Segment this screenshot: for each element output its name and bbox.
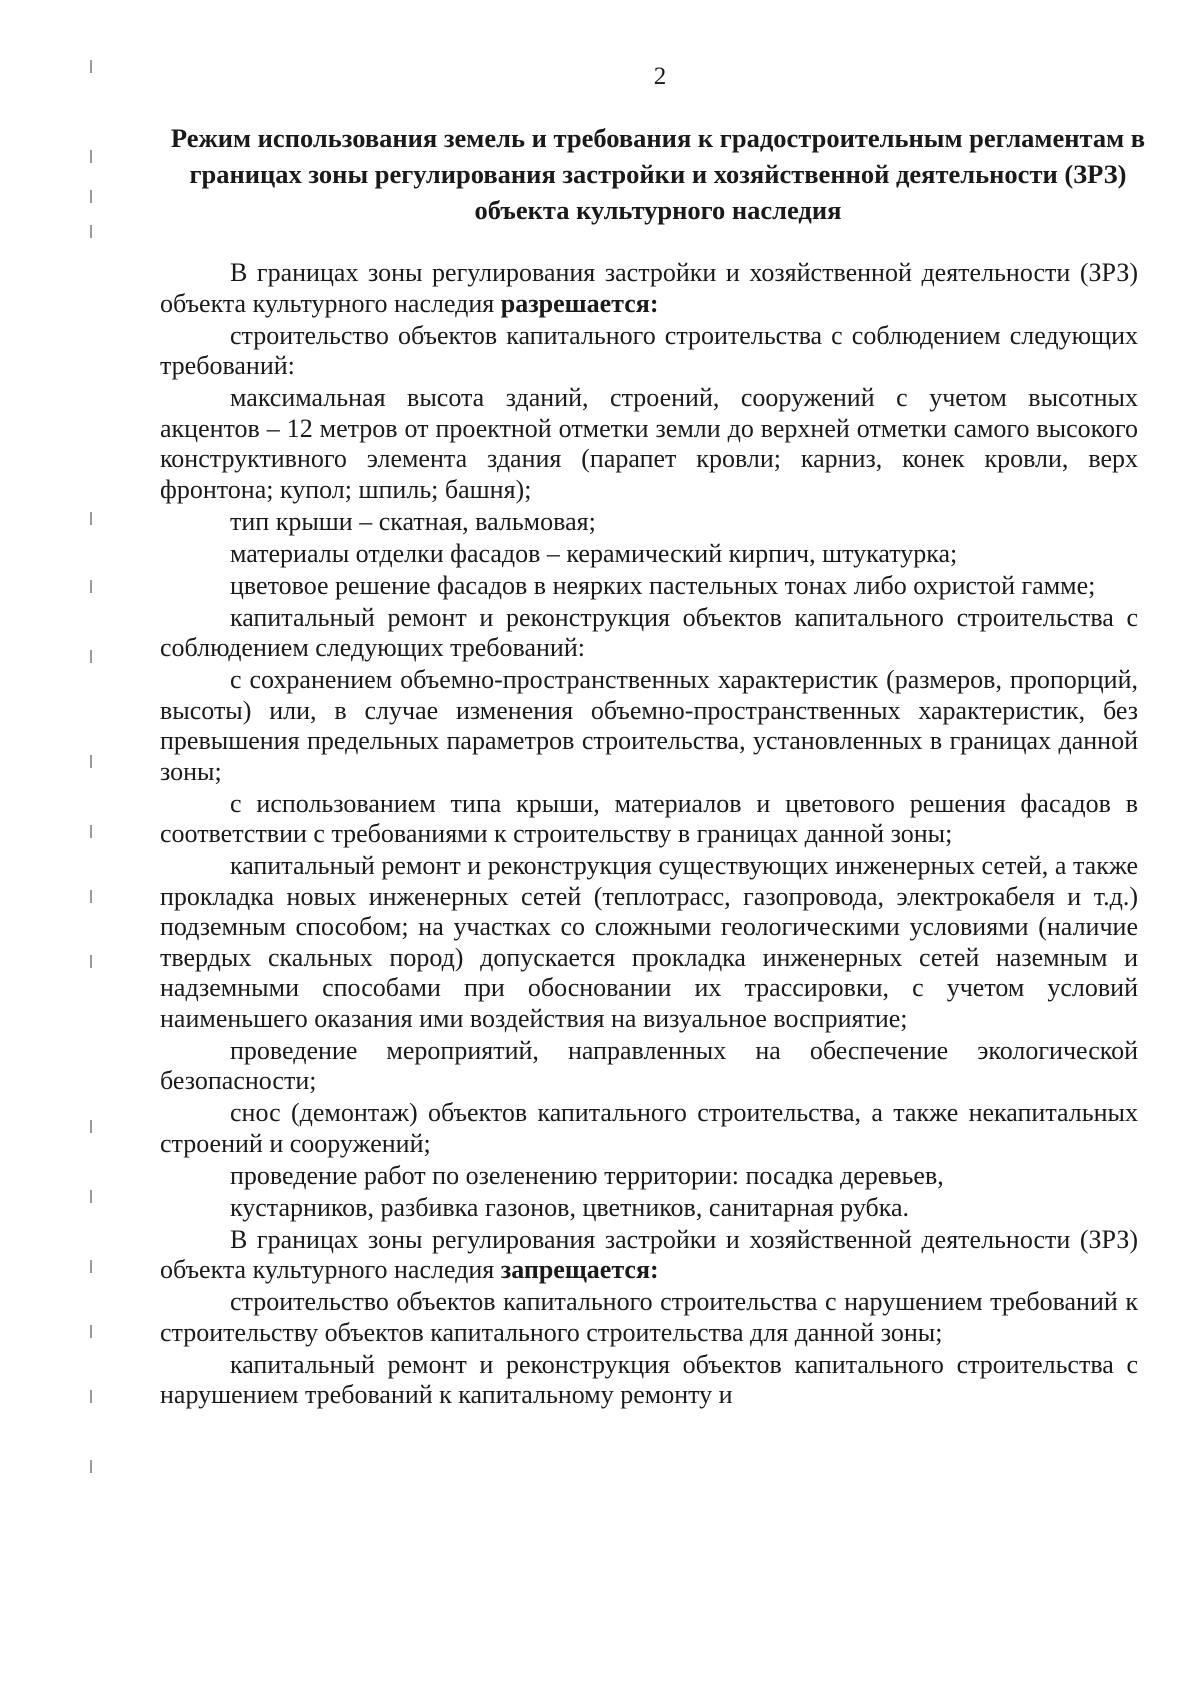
paragraph: кустарников, разбивка газонов, цветников, санитарная рубка.: [230, 1192, 909, 1222]
keyword-allowed: разрешается:: [500, 288, 659, 318]
paragraph: проведение мероприятий, направленных на обеспечение экологической безопасности;: [160, 1035, 1138, 1095]
paragraph: В границах зоны регулирования застройки и хозяйственной деятельности (ЗРЗ) объекта культурного наследия запрещается:: [160, 1224, 1138, 1284]
paragraph: материалы отделки фасадов – керамический кирпич, штукатурка;: [230, 538, 958, 568]
paragraph: капитальный ремонт и реконструкция объектов капитального строительства с нарушением требований к капитальному ремонту и: [160, 1349, 1138, 1409]
paragraph: снос (демонтаж) объектов капитального строительства, а также некапитальных строений и сооружений;: [160, 1098, 1138, 1158]
paragraph: капитальный ремонт и реконструкция объектов капитального строительства с соблюдением следующих требований:: [160, 602, 1138, 662]
paragraph: тип крыши – скатная, вальмовая;: [230, 506, 596, 536]
paragraph: строительство объектов капитального строительства с соблюдением следующих требований:: [160, 320, 1138, 380]
document-body: [160, 258, 1138, 1412]
page-number: 2: [653, 63, 667, 90]
paragraph: проведение работ по озеленению территории: посадка деревьев,: [230, 1160, 944, 1190]
paragraph: В границах зоны регулирования застройки и хозяйственной деятельности (ЗРЗ) объекта культурного наследия разрешается:: [160, 258, 1138, 318]
keyword-forbidden: запрещается:: [500, 1255, 659, 1284]
document-heading: Режим использования земель и требования к градостроительным регламентам в границах зоны регулирования застройки и хозяйственной деятельности (ЗРЗ) объекта культурного наследия: [170, 123, 1146, 225]
paragraph: максимальная высота зданий, строений, сооружений с учетом высотных акцентов – 12 метров от проектной отметки земли до верхней отметки самого высокого конструктивного элемента здания (парапет кровли; карниз, конек кровли, верх фронтона; купол; шпиль; башня);: [160, 383, 1138, 504]
paragraph: капитальный ремонт и реконструкция существующих инженерных сетей, а также прокладка новых инженерных сетей (теплотрасс, газопровода, электрокабеля и т.д.) подземным способом; на участках со сложными геологическими условиями (наличие твердых скальных пород) допускается прокладка инженерных сетей наземным и надземными способами при обосновании их трассировки, с учетом условий наименьшего оказания ими воздействия на визуальное восприятие;: [160, 851, 1138, 1033]
paragraph: цветовое решение фасадов в неярких пастельных тонах либо охристой гамме;: [230, 570, 1096, 600]
paragraph: с сохранением объемно-пространственных характеристик (размеров, пропорций, высоты) или, в случае изменения объемно-пространственных характеристик, без превышения предельных параметров строительства, установленных в границах данной зоны;: [160, 665, 1138, 786]
margin-scan-ticks: [90, 60, 93, 1580]
paragraph: с использованием типа крыши, материалов и цветового решения фасадов в соответствии с требованиями к строительству в границах данной зоны;: [160, 788, 1138, 848]
paragraph: строительство объектов капитального строительства с нарушением требований к строительству объектов капитального строительства для данной зоны;: [160, 1287, 1138, 1347]
